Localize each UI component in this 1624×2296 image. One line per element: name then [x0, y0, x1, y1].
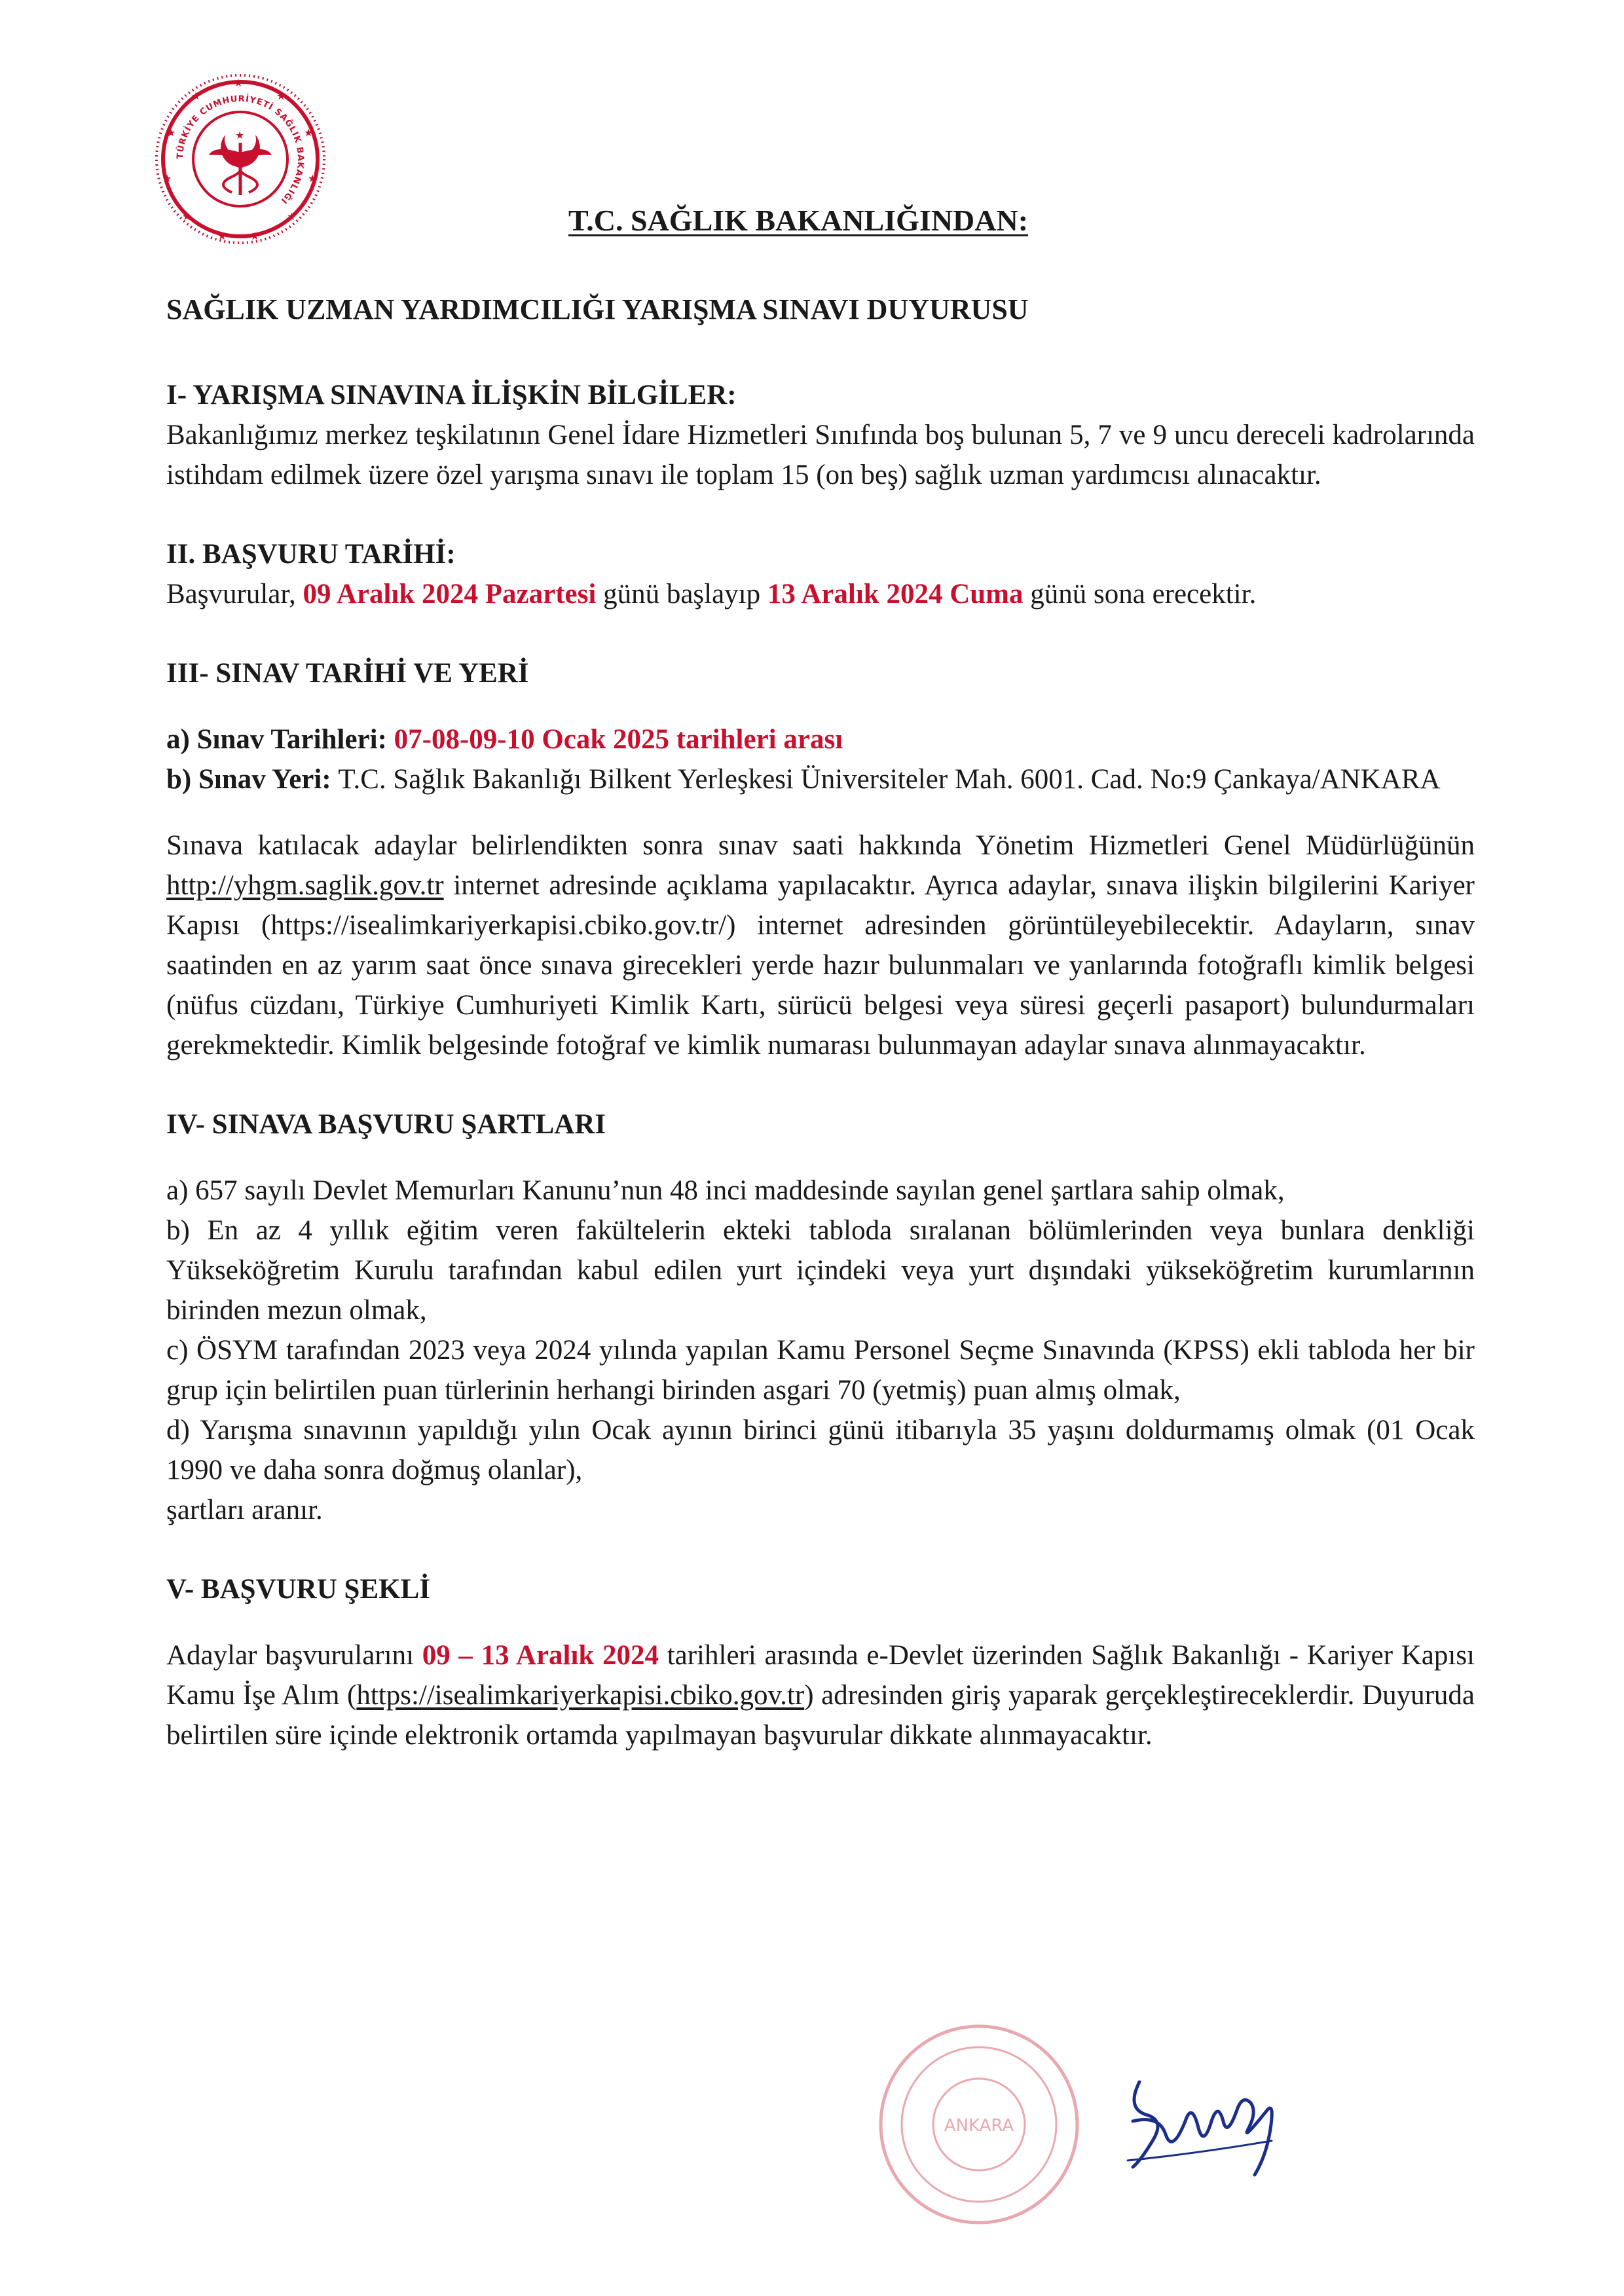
section-3-text: internet adresinde açıklama yapılacaktır. Ayrıca adaylar, sınava ilişkin bilgilerini Kariyer Kapısı (https://isealimkariyerkapisi.cbiko.gov.tr/) internet adresinden görüntüleyebilecektir. Adayların, sınav saatinden en az yarım saat önce sınava girecekleri yerde hazır bulunmaları ve yanlarında fotoğraflı kimlik belgesi (nüfus cüzdanı, Türkiye Cumhuriyeti Kimlik Kartı, sürücü belgesi veya süresi geçerli pasaport) bulundurmaları gerekmektedir. Kimlik belgesinde fotoğraf ve kimlik numarası bulunmayan adaylar sınava alınmayacaktır. [166, 870, 1475, 1061]
section-5-body [166, 1635, 1475, 1755]
svg-text:★: ★ [308, 172, 318, 185]
requirement-item: b) En az 4 yıllık eğitim veren fakültelerin ekteki tabloda sıralanan bölümlerinden veya bunlara denkliği Yükseköğretim Kurulu tarafından kabul edilen yurt içindeki veya yurt dışındaki yükseköğretim kurumlarının birinden mezun olmak, [166, 1215, 1475, 1326]
section-2-text: Başvurular, [166, 579, 303, 610]
caduceus-crescent-star-icon [209, 129, 272, 195]
section-5-text: tarihleri arasında e-Devlet üzerinden Sağlık Bakanlığı - Kariyer Kapısı Kamu İşe Alım ( [166, 1640, 1475, 1711]
application-start-date: 09 Aralık 2024 Pazartesi [303, 579, 597, 610]
section-3-text: Sınava katılacak adaylar belirlendikten sonra sınav saati hakkında Yönetim Hizmetleri Genel Müdürlüğünün [166, 830, 1475, 861]
svg-text:★: ★ [166, 126, 176, 139]
yhgm-link[interactable]: http://yhgm.saglik.gov.tr [166, 870, 444, 901]
section-5-text: ) adresinden giriş yaparak gerçekleştireceklerdir. Duyuruda belirtilen süre içinde elektronik ortamda yapılmayan başvurular dikkate alınmayacaktır. [166, 1680, 1475, 1751]
section-5-text: Adaylar başvurularını [166, 1640, 422, 1671]
career-gate-link[interactable]: https://isealimkariyerkapisi.cbiko.gov.tr [356, 1680, 805, 1711]
requirement-item: d) Yarışma sınavının yapıldığı yılın Ocak ayının birinci günü itibarıyla 35 yaşını doldurmamış olmak (01 Ocak 1990 ve daha sonra doğmuş olanlar), [166, 1415, 1475, 1485]
svg-text:★: ★ [234, 77, 244, 89]
section-2-heading: II. BAŞVURU TARİHİ: [166, 539, 456, 570]
section-1-body: Bakanlığımız merkez teşkilatının Genel İdare Hizmetleri Sınıfında boş bulunan 5, 7 ve 9 uncu dereceli kadrolarında istihdam edilmek üzere özel yarışma sınavı ile toplam 15 (on beş) sağlık uzman yardımcısı alınacaktır. [166, 420, 1475, 490]
requirement-item: c) ÖSYM tarafından 2023 veya 2024 yılında yapılan Kamu Personel Seçme Sınavında (KPSS) ekli tabloda her bir grup için belirtilen puan türlerinin herhangi birinden asgari 70 (yetmiş) puan almış olmak, [166, 1335, 1475, 1406]
svg-text:★: ★ [235, 129, 245, 141]
exam-dates-label: a) Sınav Tarihleri: [166, 724, 394, 755]
svg-text:★: ★ [182, 210, 192, 223]
requirements-closing: şartları aranır. [166, 1495, 323, 1525]
official-seal-icon [871, 2016, 1087, 2232]
section-2-text: günü başlayıp [596, 579, 767, 610]
logo-ring-text: TÜRKİYE CUMHURİYETİ SAĞLIK BAKANLIĞI [175, 94, 306, 206]
application-end-date: 13 Aralık 2024 Cuma [767, 579, 1024, 610]
exam-place [166, 759, 1475, 799]
exam-place-value: T.C. Sağlık Bakanlığı Bilkent Yerleşkesi Üniversiteler Mah. 6001. Cad. No:9 Çankaya/ANKARA [338, 764, 1441, 795]
svg-text:★: ★ [304, 126, 314, 139]
ministry-logo [152, 71, 329, 247]
document-body [166, 289, 1475, 1755]
application-dates: 09 – 13 Aralık 2024 [422, 1640, 659, 1671]
page-title: T.C. SAĞLIK BAKANLIĞINDAN: [568, 204, 1029, 237]
svg-text:★: ★ [276, 90, 286, 102]
exam-dates-value: 07-08-09-10 Ocak 2025 tarihleri arası [394, 724, 843, 755]
section-2-body [166, 574, 1475, 614]
stamp-text: ANKARA [944, 2116, 1014, 2136]
section-3-paragraph [166, 826, 1475, 1065]
svg-text:★: ★ [191, 90, 201, 102]
section-2-text: günü sona erecektir. [1023, 579, 1257, 610]
section-3-heading: III- SINAV TARİHİ VE YERİ [166, 658, 529, 689]
exam-dates [166, 720, 1475, 759]
section-4-heading: IV- SINAVA BAŞVURU ŞARTLARI [166, 1109, 606, 1140]
section-5-heading: V- BAŞVURU ŞEKLİ [166, 1574, 430, 1605]
exam-place-label: b) Sınav Yeri: [166, 764, 339, 795]
document-title: SAĞLIK UZMAN YARDIMCILIĞI YARIŞMA SINAVI DUYURUSU [166, 293, 1029, 325]
svg-text:★: ★ [162, 172, 172, 185]
requirement-item: a) 657 sayılı Devlet Memurları Kanunu’nun 48 inci maddesinde sayılan genel şartlara sahip olmak, [166, 1175, 1285, 1206]
svg-text:★: ★ [217, 230, 227, 242]
svg-text:★: ★ [250, 230, 260, 242]
handwritten-signature-icon [1113, 2069, 1310, 2187]
section-1-heading: I- YARIŞMA SINAVINA İLİŞKİN BİLGİLER: [166, 380, 737, 410]
svg-text:★: ★ [287, 210, 297, 223]
